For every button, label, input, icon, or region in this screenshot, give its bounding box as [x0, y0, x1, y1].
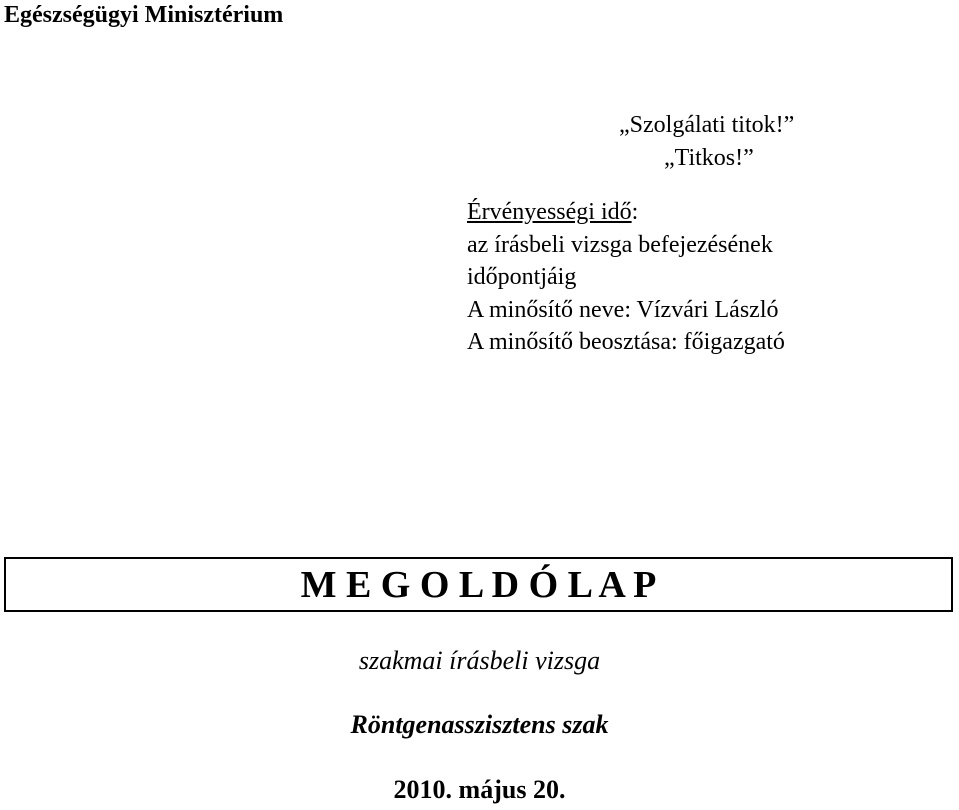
secret-label: „Titkos!” [664, 145, 754, 171]
document-title: M E G O L D Ó L A P [4, 557, 953, 612]
validity-block [467, 196, 785, 359]
document-subtitle: szakmai írásbeli vizsga [358, 646, 601, 675]
validity-label-suffix: : [631, 199, 639, 225]
classifier-position: A minősítő beosztása: főigazgató [467, 329, 785, 355]
validity-label: Érvényességi idő [467, 199, 632, 225]
ministry-name: Egészségügyi Minisztérium [4, 2, 284, 28]
validity-line-2: időpontjáig [467, 264, 577, 290]
service-secret-label: „Szolgálati titok!” [619, 112, 795, 138]
validity-line-1: az írásbeli vizsga befejezésének [467, 231, 773, 258]
profession-name: Röntgenasszisztens szak [350, 710, 609, 739]
document-date: 2010. május 20. [393, 775, 566, 804]
validity-heading [467, 196, 785, 229]
classifier-name: A minősítő neve: Vízvári László [467, 296, 779, 323]
